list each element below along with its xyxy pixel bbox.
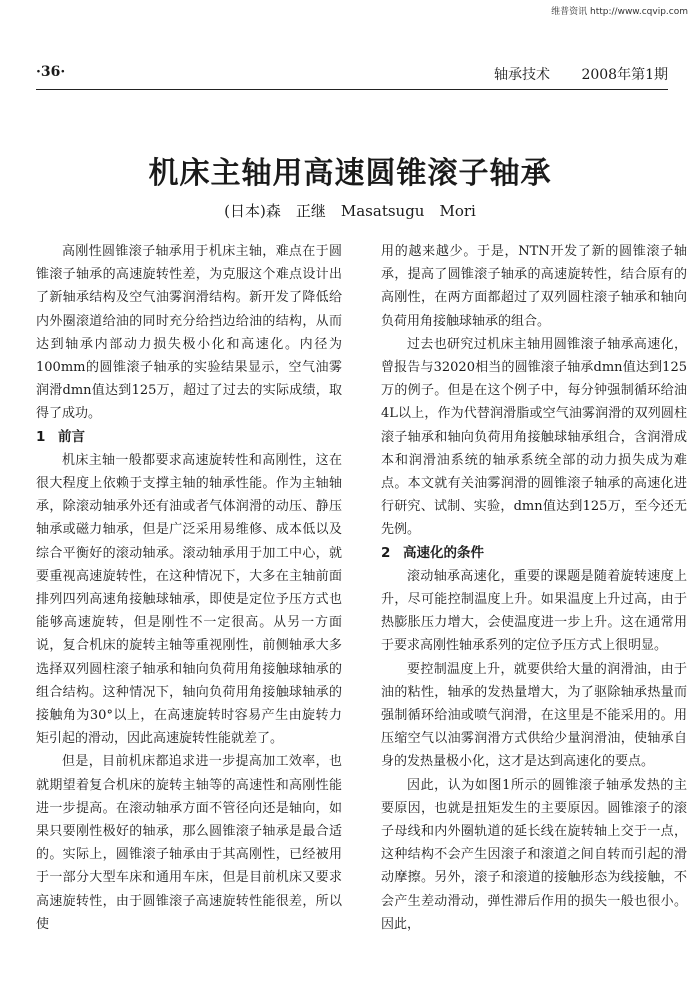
section-title: 高速化的条件 <box>403 544 484 561</box>
section-title: 前言 <box>58 428 85 445</box>
watermark: 维普资讯 http://www.cqvip.com <box>551 7 688 17</box>
section-number: 2 <box>381 544 391 561</box>
body-paragraph: 但是，目前机床都追求进一步提高加工效率，也就期望着复合机床的旋转主轴等的高速性和高刚性能进一步提高。在滚动轴承方面不管径向还是轴向，如果只要刚性极好的轴承，那么圆锥滚子轴承是最合适的。实际上，圆锥滚子轴承由于其高刚性，已经被用于一部分大型车床和通用车床，但是目前机床又要求高速旋转性，由于圆锥滚子高速旋转性能很差，所以使 <box>36 754 342 932</box>
article-title: 机床主轴用高速圆锥滚子轴承 <box>148 156 552 191</box>
body-paragraph: 因此，认为如图1所示的圆锥滚子轴承发热的主要原因，也就是扭矩发生的主要原因。圆锥滚子的滚子母线和内外圈轨道的延长线在旋转轴上交于一点，这种结构不会产生因滚子和滚道之间自转而引起的滑动摩擦。另外，滚子和滚道的接触形态为线接触，不会产生差动滑动，弹性滞后作用的损失一般也很小。因此， <box>381 777 687 932</box>
abstract-paragraph: 高刚性圆锥滚子轴承用于机床主轴，难点在于圆锥滚子轴承的高速旋转性差，为克服这个难点设计出了新轴承结构及空气油雾润滑结构。新开发了降低给内外圈滚道给油的同时充分给挡边给油的结构，从而达到轴承内部动力损失极小化和高速化。内径为100mm的圆锥滚子轴承的实验结果显示，空气油雾润滑dmn值达到125万，超过了过去的实际成绩，取得了成功。 <box>36 244 342 422</box>
section-heading-conditions <box>381 542 687 565</box>
header-rule <box>36 89 668 90</box>
section-heading-introduction <box>36 426 342 449</box>
body-paragraph: 机床主轴一般都要求高速旋转性和高刚性，这在很大程度上依赖于支撑主轴的轴承性能。作为主轴轴承，除滚动轴承外还有油或者气体润滑的动压、静压轴承或磁力轴承，但是广泛采用易维修、成本低以及综合平衡好的滚动轴承。滚动轴承用于加工中心，就要重视高速旋转性，在这种情况下，大多在主轴前面排列四列高速角接触球轴承，即使是定位予压方式也能够高速旋转，但是刚性不一定很高。从另一方面说，复合机床的旋转主轴等重视刚性，前侧轴承大多选择双列圆柱滚子轴承和轴向负荷用角接触球轴承的组合结构。这种情况下，轴向负荷用角接触球轴承的接触角为30°以上，在高速旋转时容易产生由旋转力矩引起的滑动，因此高速旋转性能就差了。 <box>36 452 342 747</box>
issue-label: 2008年第1期 <box>581 67 668 83</box>
journal-name: 轴承技术 <box>494 67 550 83</box>
body-paragraph: 过去也研究过机床主轴用圆锥滚子轴承高速化，曾报告与32020相当的圆锥滚子轴承dmn值达到125万的例子。但是在这个例子中，每分钟强制循环给油4L以上，作为代替润滑脂或空气油雾润滑的双列圆柱滚子轴承和轴向负荷用角接触球轴承组合，含润滑成本和润滑油系统的轴承系统全部的动力损失成为难点。本文就有关油雾润滑的圆锥滚子轴承的高速化进行研究、试制、实验，dmn值达到125万，至今还无先例。 <box>381 336 687 538</box>
body-paragraph-continued: 用的越来越少。于是，NTN开发了新的圆锥滚子轴承，提高了圆锥滚子轴承的高速旋转性，结合原有的高刚性，在两方面都超过了双列圆柱滚子轴承和轴向负荷用角接触球轴承的组合。 <box>381 244 687 329</box>
right-column <box>381 240 687 936</box>
section-number: 1 <box>36 428 46 445</box>
page-number: ·36· <box>36 64 66 80</box>
left-column <box>36 240 342 936</box>
body-paragraph: 要控制温度上升，就要供给大量的润滑油，由于油的粘性，轴承的发热量增大，为了驱除轴承热量而强制循环给油或喷气润滑，在这里是不能采用的。用压缩空气以油雾润滑方式供给少量润滑油，使轴承自身的发热量极小化，这才是达到高速化的要点。 <box>381 661 687 770</box>
body-paragraph: 滚动轴承高速化，重要的课题是随着旋转速度上升，尽可能控制温度上升。如果温度上升过高，由于热膨胀压力增大，会使温度进一步上升。这在通常用于要求高刚性轴承系列的定位予压方式上很明显。 <box>381 568 687 654</box>
running-header <box>36 64 668 86</box>
author-line: (日本)森 正继 Masatsugu Mori <box>224 202 476 220</box>
